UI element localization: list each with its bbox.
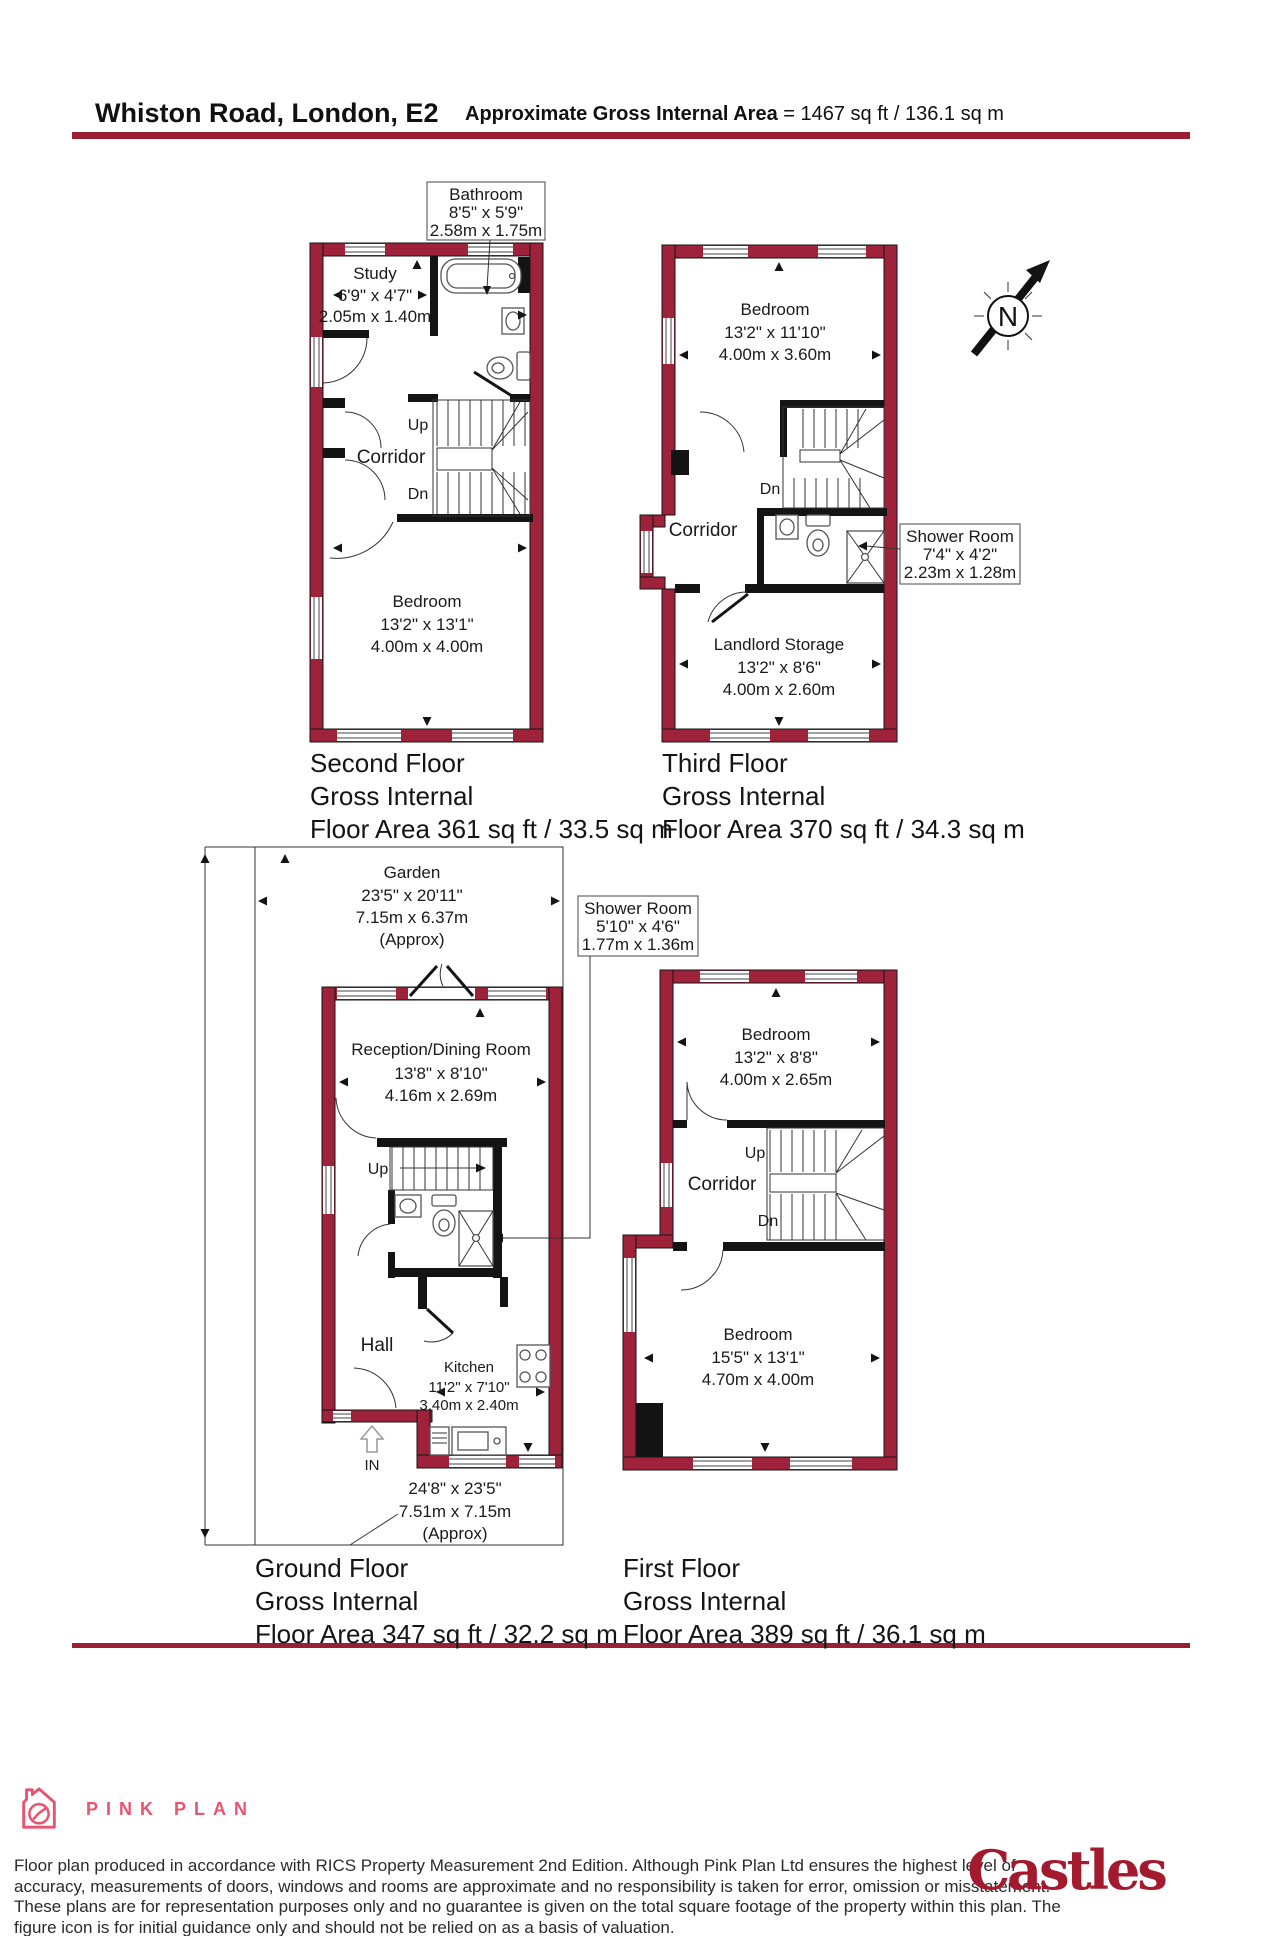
corridor-label: Corridor bbox=[687, 1174, 757, 1195]
hall-label: Hall bbox=[360, 1335, 394, 1356]
garden-doors bbox=[408, 964, 475, 999]
third-floor-plan bbox=[640, 245, 1020, 742]
stairs-up-label: Up bbox=[744, 1145, 766, 1162]
garden-boundary bbox=[201, 847, 564, 1545]
caption-line: Second Floor bbox=[310, 748, 465, 778]
storage-imperial: 13'2" x 8'6" bbox=[737, 658, 821, 677]
caption-line: Floor Area 389 sq ft / 36.1 sq m bbox=[623, 1619, 986, 1649]
kitchen-imperial: 11'2" x 7'10" bbox=[428, 1379, 510, 1396]
overall-approx: (Approx) bbox=[422, 1524, 488, 1543]
storage-metric: 4.00m x 2.60m bbox=[722, 680, 836, 699]
shower-room-fixtures bbox=[776, 515, 884, 583]
area-label: Approximate Gross Internal Area bbox=[465, 103, 778, 125]
first-floor-caption bbox=[623, 1552, 986, 1651]
stairs bbox=[767, 1128, 884, 1240]
caption-line: Third Floor bbox=[662, 748, 788, 778]
kitchen-metric: 3.40m x 2.40m bbox=[419, 1397, 519, 1414]
study-imperial: 6'9" x 4'7" bbox=[337, 286, 413, 305]
windows bbox=[624, 971, 857, 1469]
reception-imperial: 13'8" x 8'10" bbox=[394, 1064, 488, 1083]
bedroom-bottom-label: Bedroom bbox=[723, 1325, 793, 1344]
reception-label: Reception/Dining Room bbox=[351, 1040, 531, 1059]
overall-imperial: 24'8" x 23'5" bbox=[408, 1479, 502, 1498]
stairs-up-label: Up bbox=[407, 417, 429, 434]
bedroom-metric: 4.00m x 3.60m bbox=[718, 345, 832, 364]
bedroom-imperial: 13'2" x 13'1" bbox=[380, 615, 474, 634]
caption-line: Ground Floor bbox=[255, 1553, 409, 1583]
compass-icon bbox=[974, 260, 1050, 354]
bedroom-bottom-imperial: 15'5" x 13'1" bbox=[711, 1348, 805, 1367]
door-arcs bbox=[700, 412, 748, 622]
kitchen-label: Kitchen bbox=[443, 1359, 495, 1376]
bathroom-fixtures bbox=[441, 259, 530, 380]
ground-floor-caption bbox=[255, 1552, 618, 1651]
castles-agent-logo: Castles bbox=[967, 1838, 1165, 1902]
stairs-dn-label: Dn bbox=[757, 1213, 779, 1230]
stairs bbox=[783, 407, 884, 508]
study-metric: 2.05m x 1.40m bbox=[318, 307, 432, 326]
storage-label: Landlord Storage bbox=[713, 635, 845, 654]
bedroom-metric: 4.00m x 4.00m bbox=[370, 637, 484, 656]
caption-line: First Floor bbox=[623, 1553, 740, 1583]
pink-plan-brand: PINK PLAN bbox=[86, 1799, 256, 1819]
stairs-dn-label: Dn bbox=[407, 486, 429, 503]
bathroom-label: Bathroom bbox=[449, 185, 523, 204]
garden-metric: 7.15m x 6.37m bbox=[355, 908, 469, 927]
bedroom-top-label: Bedroom bbox=[741, 1025, 811, 1044]
caption-line: Gross Internal bbox=[310, 781, 474, 811]
bedroom-label: Bedroom bbox=[392, 592, 462, 611]
entrance-label: IN bbox=[364, 1457, 380, 1474]
bedroom-top-metric: 4.00m x 2.65m bbox=[719, 1070, 833, 1089]
stairs-up-label: Up bbox=[367, 1161, 389, 1178]
garden-label: Garden bbox=[383, 863, 441, 882]
shower-room-imperial: 5'10" x 4'6" bbox=[596, 917, 680, 936]
garden-imperial: 23'5" x 20'11" bbox=[361, 886, 463, 905]
corridor-label: Corridor bbox=[356, 447, 426, 468]
caption-line: Gross Internal bbox=[255, 1586, 419, 1616]
shower-room-metric: 2.23m x 1.28m bbox=[903, 563, 1017, 582]
shower-room-metric: 1.77m x 1.36m bbox=[581, 935, 695, 954]
bathroom-metric: 2.58m x 1.75m bbox=[429, 221, 543, 240]
compass-north-label: N bbox=[997, 301, 1019, 332]
bedroom-top-imperial: 13'2" x 8'8" bbox=[734, 1048, 818, 1067]
entrance-arrow-icon bbox=[361, 1426, 383, 1452]
first-floor-plan bbox=[623, 970, 897, 1470]
disclaimer-text: Floor plan produced in accordance with RICS Property Measurement 2nd Edition. Although Pink Plan Ltd ensures the highest level of accuracy, measurements of doors, windows and rooms are approximate and no responsibility is taken for error, omission or misstatement. These plans are for representation purposes only and no guarantee is given on the total square footage of the property within this plan. The figure icon is for initial guidance only and should not be relied on as a basis of valuation. bbox=[14, 1856, 1061, 1936]
overall-metric: 7.51m x 7.15m bbox=[398, 1502, 512, 1521]
pink-plan-house-icon bbox=[16, 1782, 62, 1834]
corridor-label: Corridor bbox=[668, 520, 738, 541]
second-floor-caption bbox=[310, 747, 673, 846]
shower-room-fixtures bbox=[395, 1195, 493, 1266]
garden-approx: (Approx) bbox=[379, 930, 445, 949]
caption-line: Floor Area 361 sq ft / 33.5 sq m bbox=[310, 814, 673, 844]
caption-line: Gross Internal bbox=[662, 781, 826, 811]
second-floor-plan bbox=[310, 182, 545, 742]
bathroom-imperial: 8'5" x 5'9" bbox=[448, 203, 524, 222]
third-floor-caption bbox=[662, 747, 1025, 846]
shower-room-label: Shower Room bbox=[906, 527, 1014, 546]
study-label: Study bbox=[353, 264, 397, 283]
bedroom-label: Bedroom bbox=[740, 300, 810, 319]
area-value: = 1467 sq ft / 136.1 sq m bbox=[783, 103, 1004, 125]
stairs-dn-label: Dn bbox=[759, 481, 781, 498]
bedroom-imperial: 13'2" x 11'10" bbox=[724, 323, 826, 342]
page-title: Whiston Road, London, E2 bbox=[95, 98, 439, 128]
caption-line: Floor Area 370 sq ft / 34.3 sq m bbox=[662, 814, 1025, 844]
shower-room-imperial: 7'4" x 4'2" bbox=[922, 545, 998, 564]
caption-line: Floor Area 347 sq ft / 32.2 sq m bbox=[255, 1619, 618, 1649]
shower-room-label: Shower Room bbox=[584, 899, 692, 918]
reception-metric: 4.16m x 2.69m bbox=[384, 1086, 498, 1105]
caption-line: Gross Internal bbox=[623, 1586, 787, 1616]
stairs bbox=[390, 1147, 493, 1190]
stairs bbox=[433, 400, 530, 516]
bedroom-bottom-metric: 4.70m x 4.00m bbox=[701, 1370, 815, 1389]
